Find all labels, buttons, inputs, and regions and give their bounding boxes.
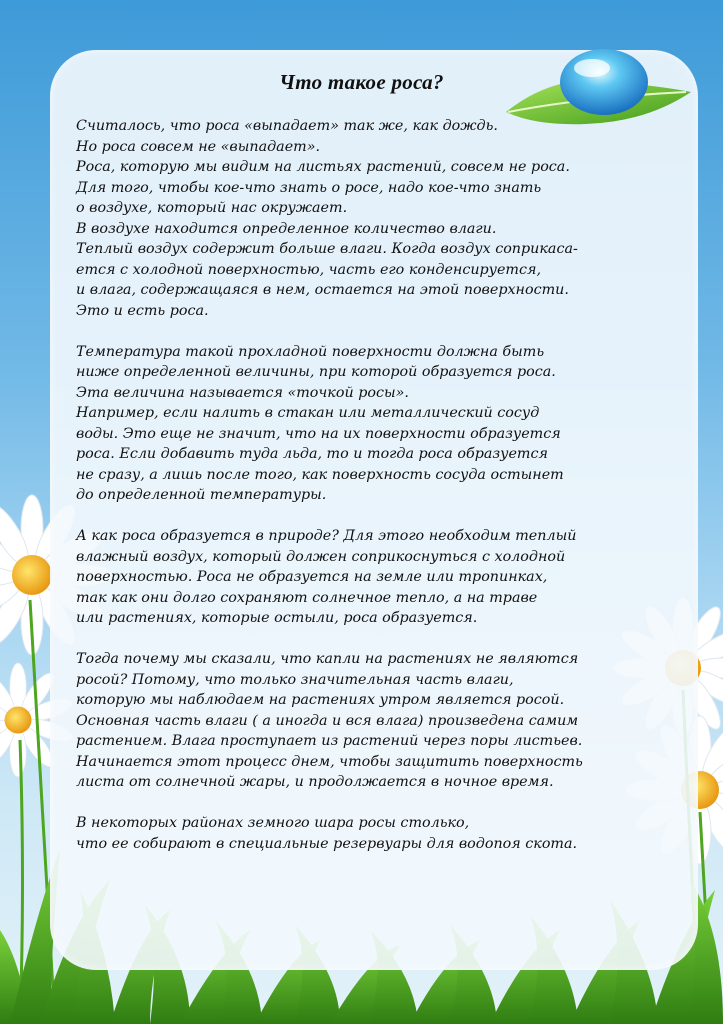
text-line: Эта величина называется «точкой росы».: [76, 384, 409, 401]
text-line: или растениях, которые остыли, роса образуется.: [76, 610, 478, 626]
text-line: Теплый воздух содержит больше влаги. Когда воздух соприкаса-: [76, 241, 578, 257]
text-line: Температура такой прохладной поверхности должна быть: [76, 343, 545, 360]
text-line: поверхностью. Роса не образуется на земле или тропинках,: [76, 569, 548, 585]
text-line: растением. Влага проступает из растений через поры листьев.: [76, 733, 583, 749]
text-line: листа от солнечной жары, и продолжается в ночное время.: [76, 774, 554, 790]
text-line: Тогда почему мы сказали, что капли на растениях не являются: [76, 651, 579, 667]
text-line: Это и есть роса.: [76, 302, 209, 319]
text-line: В воздухе находится определенное количество влаги.: [76, 220, 497, 237]
text-line: ется с холодной поверхностью, часть его конденсируется,: [76, 261, 542, 278]
paragraph: [76, 342, 676, 506]
text-line: воды. Это еще не значит, что на их поверхности образуется: [76, 425, 561, 442]
paragraph: [76, 526, 676, 629]
text-line: Но роса совсем не «выпадает».: [76, 138, 321, 155]
paragraph: [76, 813, 676, 854]
text-line: В некоторых районах земного шара росы столько,: [76, 815, 470, 831]
text-line: Основная часть влаги ( а иногда и вся влага) произведена самим: [76, 712, 579, 729]
text-line: росой? Потому, что только значительная часть влаги,: [76, 671, 514, 688]
page-title: Что такое роса?: [279, 70, 444, 94]
text-line: ниже определенной величины, при которой образуется роса.: [76, 364, 556, 380]
text-line: и влага, содержащаяся в нем, остается на этой поверхности.: [76, 282, 569, 298]
text-line: роса. Если добавить туда льда, то и тогда роса образуется: [76, 446, 548, 462]
text-line: Для того, чтобы кое-что знать о росе, надо кое-что знать: [76, 179, 542, 196]
paragraph: [76, 649, 676, 793]
text-line: которую мы наблюдаем на растениях утром является росой.: [76, 692, 565, 708]
text-line: А как роса образуется в природе? Для этого необходим теплый: [76, 528, 577, 544]
text-line: Считалось, что роса «выпадает» так же, как дождь.: [76, 118, 498, 134]
article-body: [76, 116, 676, 875]
text-line: Начинается этот процесс днем, чтобы защитить поверхность: [76, 753, 583, 770]
text-line: о воздухе, который нас окружает.: [76, 200, 348, 216]
text-line: что ее собирают в специальные резервуары для водопоя скота.: [76, 835, 578, 852]
text-line: до определенной температуры.: [76, 487, 327, 503]
text-line: влажный воздух, который должен соприкоснуться с холодной: [76, 548, 566, 565]
text-line: Например, если налить в стакан или металлический сосуд: [76, 405, 540, 421]
paragraph: [76, 116, 676, 321]
text-line: не сразу, а лишь после того, как поверхность сосуда остынет: [76, 466, 564, 483]
text-line: Роса, которую мы видим на листьях растений, совсем не роса.: [76, 159, 570, 175]
text-line: так как они долго сохраняют солнечное тепло, а на траве: [76, 589, 538, 606]
